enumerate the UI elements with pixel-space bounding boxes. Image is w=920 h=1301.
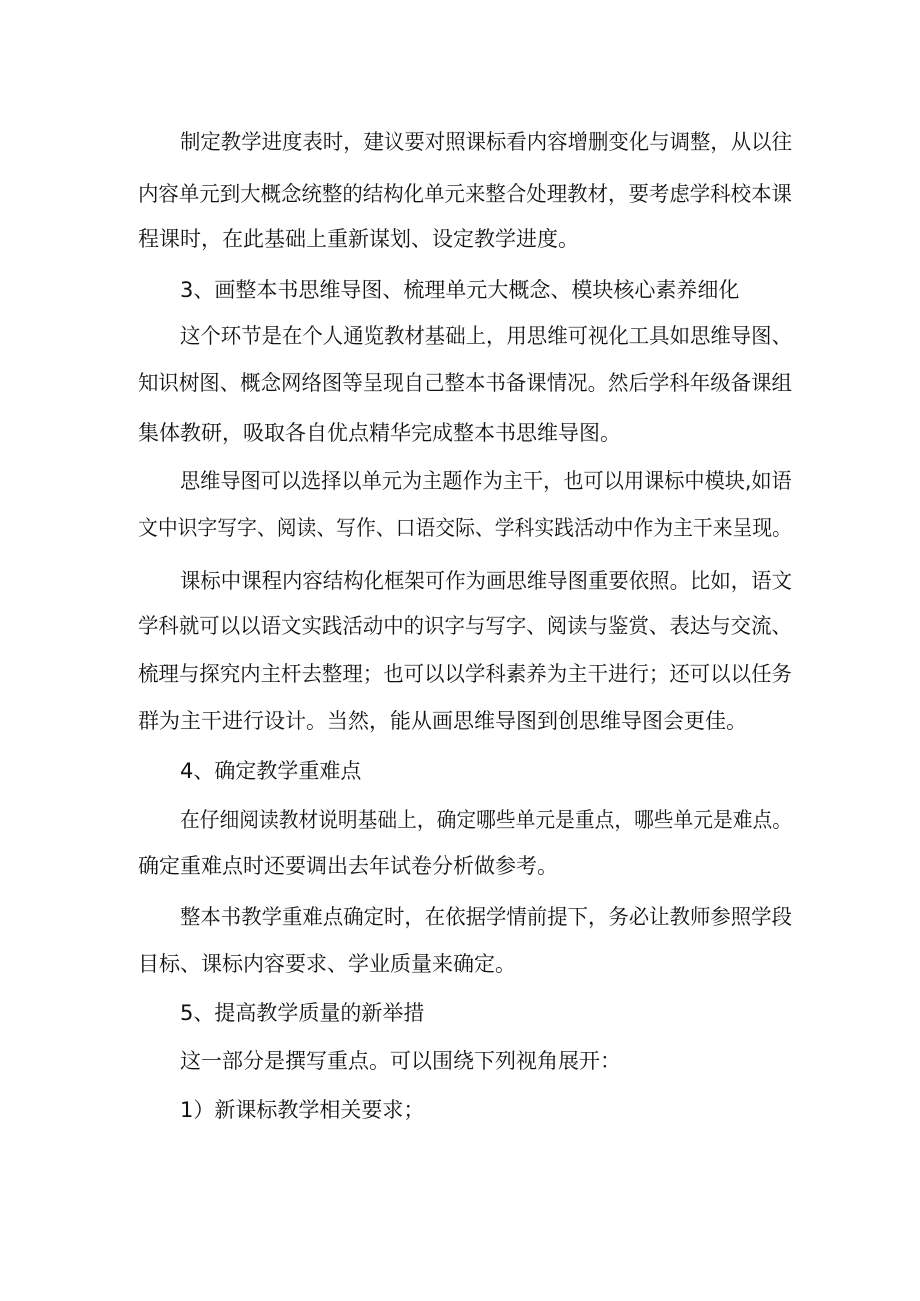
text-line: 课标中课程内容结构化框架可作为画思维导图重要依照。比如，语文 <box>180 569 792 593</box>
text-line: 思维导图可以选择以单元为主题作为主干，也可以用课标中模块,如语 <box>180 469 792 493</box>
text-line: 在仔细阅读教材说明基础上，确定哪些单元是重点，哪些单元是难点。 <box>180 808 793 832</box>
text-line: 确定重难点时还要调出去年试卷分析做参考。 <box>138 854 558 878</box>
text-line: 知识树图、概念网络图等呈现自己整本书备课情况。然后学科年级备课组 <box>138 371 792 395</box>
text-line: 制定教学进度表时，建议要对照课标看内容增删变化与调整，从以往 <box>180 130 792 154</box>
text-line: 集体教研，吸取各自优点精华完成整本书思维导图。 <box>138 421 621 445</box>
section-heading: 3、画整本书思维导图、梳理单元大概念、模块核心素养细化 <box>180 278 740 302</box>
list-item: 1）新课标教学相关要求； <box>180 1098 425 1122</box>
text-line: 文中识字写字、阅读、写作、口语交际、学科实践活动中作为主干来呈现。 <box>138 516 792 540</box>
text-line: 这个环节是在个人通览教材基础上，用思维可视化工具如思维导图、 <box>180 324 792 348</box>
text-line: 群为主干进行设计。当然，能从画思维导图到创思维导图会更佳。 <box>138 709 747 733</box>
section-heading: 5、提高教学质量的新举措 <box>180 1001 425 1025</box>
text-line: 程课时，在此基础上重新谋划、设定教学进度。 <box>138 227 579 251</box>
text-line: 整本书教学重难点确定时，在依据学情前提下，务必让教师参照学段 <box>180 905 792 929</box>
section-heading: 4、确定教学重难点 <box>180 759 362 783</box>
text-line: 目标、课标内容要求、学业质量来确定。 <box>138 952 516 976</box>
text-line: 这一部分是撰写重点。可以围绕下列视角展开： <box>180 1049 621 1073</box>
text-line: 内容单元到大概念统整的结构化单元来整合处理教材，要考虑学科校本课 <box>138 182 792 206</box>
text-line: 学科就可以以语文实践活动中的识字与写字、阅读与鉴赏、表达与交流、 <box>138 614 792 638</box>
text-line: 梳理与探究内主杆去整理；也可以以学科素养为主干进行；还可以以任务 <box>138 662 792 686</box>
